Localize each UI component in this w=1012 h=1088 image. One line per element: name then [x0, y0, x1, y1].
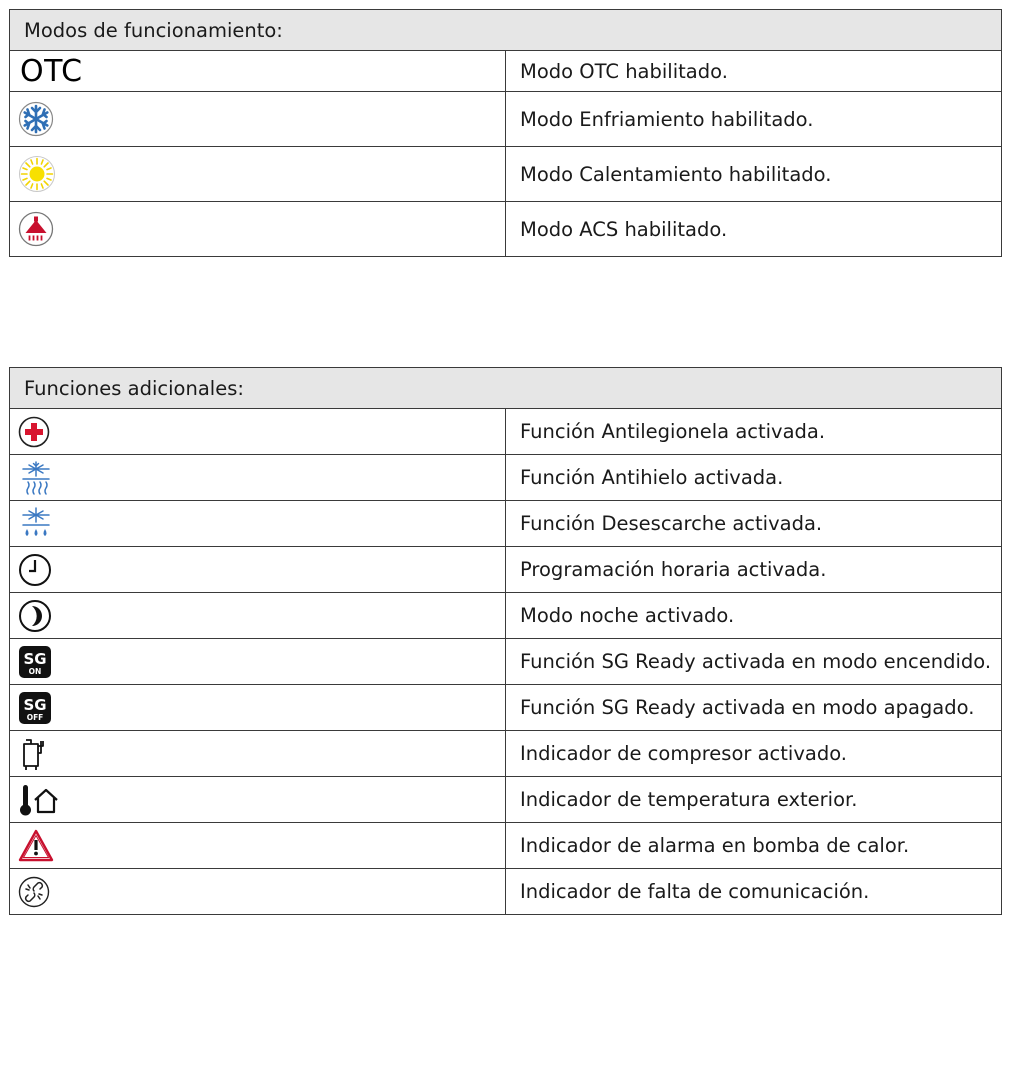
row-text: Modo Calentamiento habilitado. — [506, 147, 1002, 202]
icon-cell — [10, 639, 506, 685]
row-text: Indicador de alarma en bomba de calor. — [506, 823, 1002, 869]
snowflake-icon — [18, 101, 54, 137]
additional-functions-header: Funciones adicionales: — [10, 368, 1002, 409]
icon-cell — [10, 547, 506, 593]
shower-icon — [18, 211, 54, 247]
sg-off-icon — [18, 691, 52, 725]
operating-modes-table — [9, 9, 1002, 257]
table-row — [10, 731, 1002, 777]
antifreeze-icon — [18, 460, 54, 496]
table-row — [10, 869, 1002, 915]
row-text: Función Antihielo activada. — [506, 455, 1002, 501]
additional-functions-table — [9, 367, 1002, 915]
icon-cell — [10, 501, 506, 547]
icon-cell — [10, 593, 506, 639]
warning-triangle-icon — [18, 829, 54, 863]
table-row — [10, 92, 1002, 147]
compressor-icon — [18, 736, 52, 772]
table-row — [10, 51, 1002, 92]
table-row — [10, 547, 1002, 593]
row-text: Modo OTC habilitado. — [506, 51, 1002, 92]
row-text: Indicador de falta de comunicación. — [506, 869, 1002, 915]
row-text: Función Antilegionela activada. — [506, 409, 1002, 455]
icon-cell — [10, 823, 506, 869]
svg-text:SG: SG — [23, 695, 47, 714]
medical-cross-icon — [18, 416, 50, 448]
icon-cell — [10, 685, 506, 731]
icon-cell — [10, 92, 506, 147]
icon-cell — [10, 147, 506, 202]
row-text: Función Desescarche activada. — [506, 501, 1002, 547]
icon-cell — [10, 409, 506, 455]
row-text: Programación horaria activada. — [506, 547, 1002, 593]
defrost-icon — [18, 506, 54, 542]
icon-cell — [10, 777, 506, 823]
table-row — [10, 685, 1002, 731]
otc-icon: OTC — [20, 53, 83, 89]
broken-link-icon — [18, 876, 50, 908]
row-text: Función SG Ready activada en modo apagado. — [506, 685, 1002, 731]
table-row — [10, 455, 1002, 501]
table-row — [10, 147, 1002, 202]
svg-text:OFF: OFF — [26, 712, 44, 722]
table-row — [10, 409, 1002, 455]
icon-cell — [10, 51, 506, 92]
icon-cell — [10, 202, 506, 257]
svg-text:SG: SG — [23, 649, 47, 668]
operating-modes-header: Modos de funcionamiento: — [10, 10, 1002, 51]
moon-icon — [18, 599, 52, 633]
table-row — [10, 639, 1002, 685]
table-row — [10, 593, 1002, 639]
row-text: Indicador de temperatura exterior. — [506, 777, 1002, 823]
sun-icon — [18, 155, 56, 193]
row-text: Modo Enfriamiento habilitado. — [506, 92, 1002, 147]
table-row — [10, 202, 1002, 257]
table-row — [10, 501, 1002, 547]
icon-cell — [10, 455, 506, 501]
thermometer-house-icon — [18, 782, 60, 818]
icon-cell — [10, 731, 506, 777]
icon-cell — [10, 869, 506, 915]
row-text: Modo noche activado. — [506, 593, 1002, 639]
row-text: Modo ACS habilitado. — [506, 202, 1002, 257]
clock-icon — [18, 553, 52, 587]
table-row — [10, 777, 1002, 823]
sg-on-icon — [18, 645, 52, 679]
row-text: Indicador de compresor activado. — [506, 731, 1002, 777]
row-text: Función SG Ready activada en modo encendido. — [506, 639, 1002, 685]
table-row — [10, 823, 1002, 869]
svg-text:ON: ON — [28, 666, 42, 676]
